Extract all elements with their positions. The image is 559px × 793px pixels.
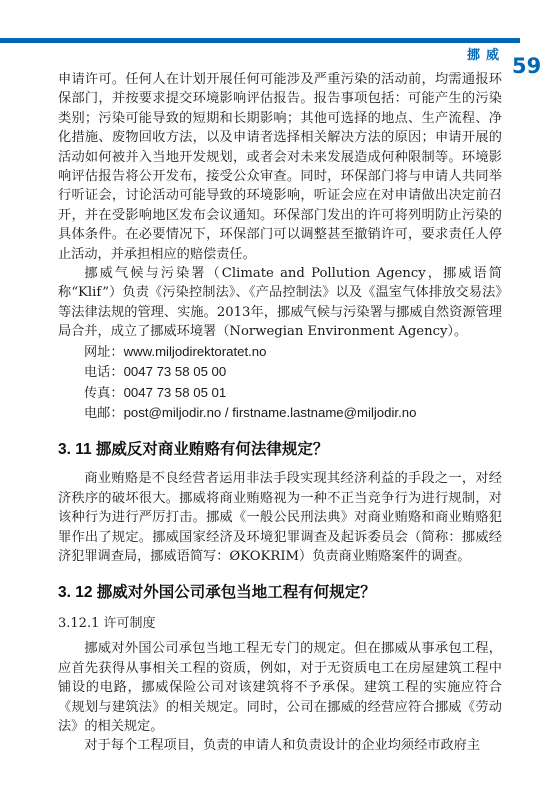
fax-label: 传真： <box>84 385 124 401</box>
contact-fax <box>58 383 502 403</box>
website-value: www.miljodirektoratet.no <box>123 343 267 359</box>
contact-block <box>58 342 502 424</box>
subsection-heading-3-12-1: 3.12.1 许可制度 <box>58 616 156 632</box>
email-label: 电邮： <box>84 405 124 421</box>
paragraph-permit-application: 申请许可。任何人在计划开展任何可能涉及严重污染的活动前，均需通报环保部门，并按要求提交环境影响评估报告。报告事项包括：可能产生的污染类别；污染可能导致的短期和长期影响；其他可选择的地点、生产流程、净化措施、废物回收方法，以及申请者选择相关解决方法的原因；申请开展的活动如何被并入当地开发规划，或者会对未来发展造成何种限制等。环境影响评估报告将公开发布，接受公众审查。同时，环保部门将与申请人共同举行听证会，讨论活动可能导致的环境影响，听证会应在对申请做出决定前召开，并在受影响地区发布会议通知。环保部门发出的许可将列明防止污染的具体条件。在必要情况下，环保部门可以调整甚至撤销许可，要求责任人停止活动，并承担相应的赔偿责任。 <box>58 72 502 262</box>
website-label: 网址： <box>84 344 124 360</box>
paragraph-contracting-rules: 挪威对外国公司承包当地工程无专门的规定。但在挪威从事承包工程，应首先获得从事相关工程的资质，例如，对于无资质电工在房屋建筑工程中铺设的电路，挪威保险公司对该建筑将不予承保。建筑工程的实施应符合《规划与建筑法》的相关规定。同时，公司在挪威的经营应符合挪威《劳动法》的相关规定。 <box>58 641 502 734</box>
section-heading-3-12: 3. 12 挪威对外国公司承包当地工程有何规定？ <box>58 584 376 602</box>
contact-website <box>58 342 502 362</box>
contact-email <box>58 403 502 423</box>
paragraph-project-applicants: 对于每个工程项目，负责的申请人和负责设计的企业均须经市政府主 <box>84 738 481 754</box>
paragraph-climate-agency: 挪威气候与污染署（Climate and Pollution Agency，挪威语简称“Klif”）负责《污染控制法》、《产品控制法》以及《温室气体排放交易法》等法律法规的管理、实施。2013年，挪威气候与污染署与挪威自然资源管理局合并，成立了挪威环境署（Norwegian Environment Agency）。 <box>58 266 502 340</box>
fax-value: 0047 73 58 05 01 <box>123 384 227 400</box>
phone-value: 0047 73 58 05 00 <box>123 364 227 380</box>
section-heading-3-11: 3. 11 挪威反对商业贿赂有何法律规定？ <box>58 441 329 459</box>
page-number: 59 <box>512 54 542 78</box>
running-title: 挪威 <box>466 48 505 63</box>
header-bar <box>0 38 520 43</box>
paragraph-commercial-bribery: 商业贿赂是不良经营者运用非法手段实现其经济利益的手段之一，对经济秩序的破坏很大。挪威将商业贿赂视为一种不正当竞争行为进行规制，对该种行为进行严厉打击。挪威《一般公民刑法典》对商业贿赂和商业贿赂犯罪作出了规定。挪威国家经济及环境犯罪调查及起诉委员会（简称：挪威经济犯罪调查局，挪威语简写：ØKOKRIM）负责商业贿赂案件的调查。 <box>58 471 502 564</box>
contact-phone <box>58 362 502 382</box>
email-value: post@miljodir.no / firstname.lastname@miljodir.no <box>123 404 417 420</box>
phone-label: 电话： <box>84 365 124 381</box>
page-content <box>58 70 502 756</box>
